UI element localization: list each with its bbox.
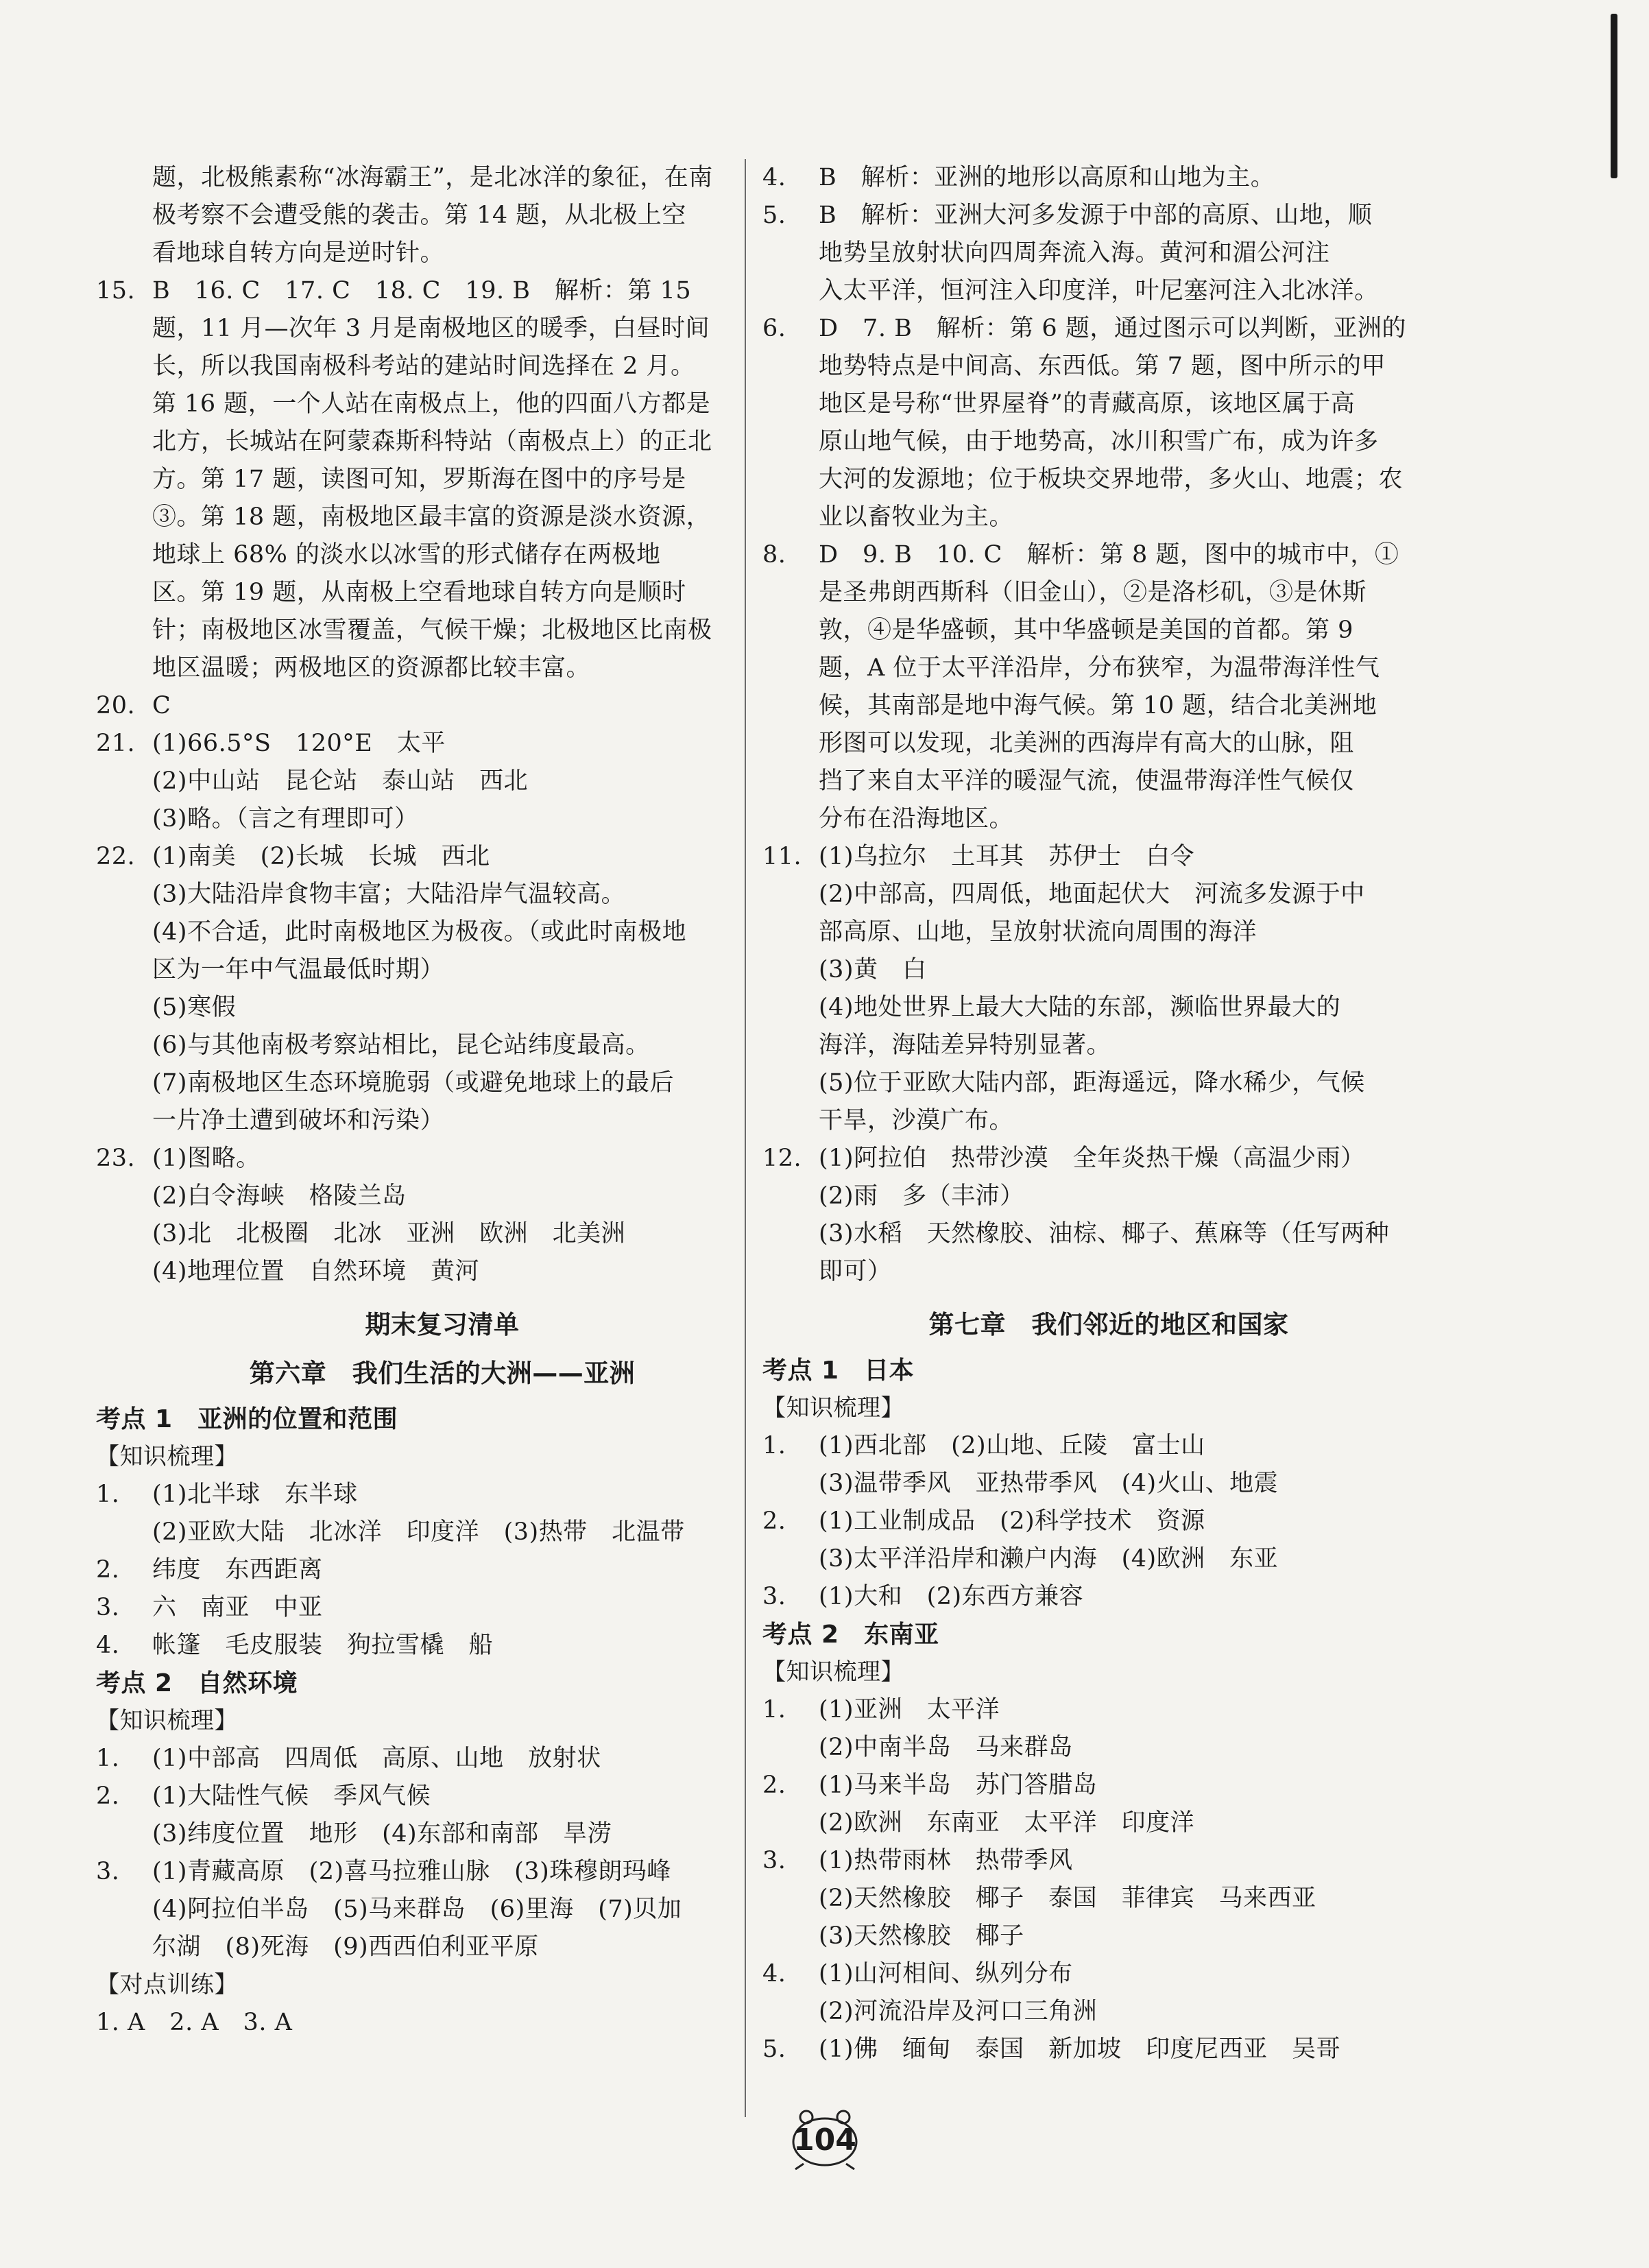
question-number: 21. bbox=[96, 730, 136, 757]
answer-line bbox=[96, 1589, 789, 1627]
question-number: 5. bbox=[762, 202, 786, 229]
answer-line bbox=[762, 1767, 1455, 1804]
answer-text: (2)中部高，四周低，地面起伏大 河流多发源于中 bbox=[819, 881, 1365, 908]
answer-text: 一片净土遭到破坏和污染） bbox=[152, 1107, 445, 1134]
answer-line bbox=[762, 725, 1455, 763]
answer-line bbox=[762, 1993, 1455, 2031]
question-number: 3. bbox=[762, 1583, 786, 1610]
answer-text: 六 南亚 中亚 bbox=[152, 1594, 323, 1621]
question-number: 6. bbox=[762, 315, 786, 342]
answer-line bbox=[762, 876, 1455, 914]
training-tag: 【对点训练】 bbox=[96, 1971, 238, 1998]
question-number: 8. bbox=[762, 541, 786, 569]
answer-text: (1)大陆性气候 季风气候 bbox=[152, 1782, 431, 1810]
right-column bbox=[762, 159, 1455, 2068]
answer-line bbox=[762, 1842, 1455, 1880]
answer-line bbox=[96, 1215, 789, 1253]
answer-line bbox=[96, 1929, 789, 1966]
left-answer-lines bbox=[96, 159, 789, 1291]
answer-text: (1)亚洲 太平洋 bbox=[819, 1696, 1000, 1723]
answer-line bbox=[96, 612, 789, 649]
answer-line bbox=[762, 235, 1455, 272]
answer-line bbox=[762, 1465, 1455, 1503]
answer-text: 区。第 19 题，从南极上空看地球自转方向是顺时 bbox=[152, 579, 686, 606]
answer-text: (4)地处世界上最大大陆的东部，濒临世界最大的 bbox=[819, 994, 1341, 1021]
answer-text: 极考察不会遭受熊的袭击。第 14 题，从北极上空 bbox=[152, 202, 686, 229]
question-number: 1. bbox=[762, 1432, 786, 1459]
section-title: 期末复习清单 bbox=[365, 1310, 520, 1339]
knowledge-tag: 【知识梳理】 bbox=[762, 1394, 904, 1422]
answer-text: (1)西北部 (2)山地、丘陵 富士山 bbox=[819, 1432, 1205, 1459]
kp1-lines bbox=[96, 1476, 789, 1664]
answer-text: 针；南极地区冰雪覆盖，气候干燥；北极地区比南极 bbox=[152, 617, 712, 644]
training-answers: 1. A 2. A 3. A bbox=[96, 2009, 293, 2036]
answer-text: (2)亚欧大陆 北冰洋 印度洋 (3)热带 北温带 bbox=[152, 1518, 685, 1546]
answer-line bbox=[762, 574, 1455, 612]
answer-line bbox=[96, 951, 789, 989]
answer-text: 挡了来自太平洋的暖湿气流，使温带海洋性气候仅 bbox=[819, 767, 1355, 795]
answer-line bbox=[96, 1178, 789, 1215]
answer-line bbox=[96, 1476, 789, 1514]
question-number: 1. bbox=[96, 1745, 120, 1772]
answer-line bbox=[762, 612, 1455, 649]
answer-line bbox=[762, 1955, 1455, 1993]
answer-text: (1)南美 (2)长城 长城 西北 bbox=[152, 843, 490, 870]
answer-text: (3)太平洋沿岸和濑户内海 (4)欧洲 东亚 bbox=[819, 1545, 1279, 1573]
question-number: 5. bbox=[762, 2036, 786, 2063]
answer-text: ③。第 18 题，南极地区最丰富的资源是淡水资源， bbox=[152, 503, 711, 531]
answer-text: 地球上 68% 的淡水以冰雪的形式储存在两极地 bbox=[152, 541, 661, 569]
answer-text: (1)中部高 四周低 高原、山地 放射状 bbox=[152, 1745, 601, 1772]
kp2-lines bbox=[96, 1740, 789, 1966]
answer-text: (2)中山站 昆仑站 泰山站 西北 bbox=[152, 767, 529, 795]
answer-line bbox=[762, 1064, 1455, 1102]
answer-text: (1)青藏高原 (2)喜马拉雅山脉 (3)珠穆朗玛峰 bbox=[152, 1858, 671, 1885]
binding-edge-mark bbox=[1611, 14, 1617, 178]
answer-line bbox=[96, 1514, 789, 1551]
answer-text: (5)位于亚欧大陆内部，距海遥远，降水稀少，气候 bbox=[819, 1069, 1365, 1097]
answer-line bbox=[762, 1691, 1455, 1729]
answer-text: (1)马来半岛 苏门答腊岛 bbox=[819, 1771, 1098, 1799]
question-number: 3. bbox=[96, 1858, 120, 1885]
answer-line bbox=[762, 687, 1455, 725]
answer-text: (1)大和 (2)东西方兼容 bbox=[819, 1583, 1084, 1610]
answer-line bbox=[96, 461, 789, 499]
answer-text: 第 16 题，一个人站在南极点上，他的四面八方都是 bbox=[152, 390, 711, 418]
knowledge-tag: 【知识梳理】 bbox=[96, 1707, 238, 1734]
knowledge-tag: 【知识梳理】 bbox=[96, 1443, 238, 1470]
answer-line bbox=[96, 1253, 789, 1291]
answer-text: 入太平洋，恒河注入印度洋，叶尼塞河注入北冰洋。 bbox=[819, 277, 1379, 305]
question-number: 2. bbox=[762, 1507, 786, 1535]
answer-line bbox=[96, 1740, 789, 1778]
question-number: 15. bbox=[96, 277, 136, 305]
question-number: 11. bbox=[762, 843, 802, 870]
left-column bbox=[96, 159, 789, 2042]
question-number: 4. bbox=[762, 1960, 786, 1988]
answer-text: 地势呈放射状向四周奔流入海。黄河和湄公河注 bbox=[819, 239, 1330, 267]
question-number: 2. bbox=[762, 1771, 786, 1799]
answer-text: (2)雨 多（丰沛） bbox=[819, 1182, 1024, 1210]
question-number: 2. bbox=[96, 1782, 120, 1810]
question-number: 23. bbox=[96, 1145, 136, 1172]
answer-text: (3)黄 白 bbox=[819, 956, 927, 983]
page-number: 104 bbox=[793, 2122, 856, 2158]
answer-text: (1)佛 缅甸 泰国 新加坡 印度尼西亚 吴哥 bbox=[819, 2036, 1341, 2063]
answer-text: (3)略。（言之有理即可） bbox=[152, 805, 419, 833]
answer-line bbox=[762, 1140, 1455, 1178]
chapter-6-title: 第六章 我们生活的大洲——亚洲 bbox=[249, 1359, 636, 1388]
question-number: 20. bbox=[96, 692, 136, 719]
page-number-badge bbox=[783, 2109, 867, 2171]
answer-line bbox=[762, 1918, 1455, 1955]
answer-text: (1)阿拉伯 热带沙漠 全年炎热干燥（高温少雨） bbox=[819, 1145, 1365, 1172]
answer-text: C bbox=[152, 692, 171, 719]
answer-line bbox=[96, 310, 789, 348]
answer-line bbox=[96, 1551, 789, 1589]
answer-text: (2)欧洲 东南亚 太平洋 印度洋 bbox=[819, 1809, 1195, 1837]
knowledge-tag: 【知识梳理】 bbox=[762, 1658, 904, 1686]
answer-text: 形图可以发现，北美洲的西海岸有高大的山脉，阻 bbox=[819, 730, 1355, 757]
answer-line bbox=[96, 1140, 789, 1178]
answer-text: 长，所以我国南极科考站的建站时间选择在 2 月。 bbox=[152, 353, 695, 380]
answer-text: (3)纬度位置 地形 (4)东部和南部 旱涝 bbox=[152, 1820, 612, 1848]
question-number: 1. bbox=[96, 1481, 120, 1508]
kp-heading-southeast-asia: 考点 2 东南亚 bbox=[762, 1621, 939, 1649]
kp1-lines bbox=[762, 1427, 1455, 1616]
answer-text: (3)天然橡胶 椰子 bbox=[819, 1922, 1024, 1950]
answer-line bbox=[762, 310, 1455, 348]
answer-line bbox=[96, 763, 789, 800]
answer-line bbox=[96, 1778, 789, 1815]
answer-line bbox=[762, 1178, 1455, 1215]
answer-line bbox=[762, 385, 1455, 423]
answer-line bbox=[96, 423, 789, 461]
answer-text: 地区是号称“世界屋脊”的青藏高原，该地区属于高 bbox=[819, 390, 1356, 418]
answer-text: (4)不合适，此时南极地区为极夜。（或此时南极地 bbox=[152, 918, 687, 946]
answer-text: 帐篷 毛皮服装 狗拉雪橇 船 bbox=[152, 1632, 494, 1659]
answer-text: 地区温暖；两极地区的资源都比较丰富。 bbox=[152, 654, 591, 682]
answer-text: (3)北 北极圈 北冰 亚洲 欧洲 北美洲 bbox=[152, 1220, 626, 1248]
answer-text: 地势特点是中间高、东西低。第 7 题，图中所示的甲 bbox=[819, 353, 1386, 380]
answer-text: (1)山河相间、纵列分布 bbox=[819, 1960, 1073, 1988]
answer-line bbox=[762, 348, 1455, 385]
answer-line bbox=[762, 197, 1455, 235]
answer-line bbox=[96, 574, 789, 612]
answer-line bbox=[762, 763, 1455, 800]
question-number: 3. bbox=[96, 1594, 120, 1621]
answer-line bbox=[96, 687, 789, 725]
answer-line bbox=[762, 1804, 1455, 1842]
answer-text: B 解析：亚洲大河多发源于中部的高原、山地，顺 bbox=[819, 202, 1373, 229]
answer-text: 方。第 17 题，读图可知，罗斯海在图中的序号是 bbox=[152, 466, 686, 493]
answer-line bbox=[762, 1880, 1455, 1918]
answer-text: (1)工业制成品 (2)科学技术 资源 bbox=[819, 1507, 1205, 1535]
answer-line bbox=[96, 159, 789, 197]
answer-line bbox=[762, 461, 1455, 499]
answer-text: 敦，④是华盛顿，其中华盛顿是美国的首都。第 9 bbox=[819, 617, 1353, 644]
answer-text: (7)南极地区生态环境脆弱（或避免地球上的最后 bbox=[152, 1069, 675, 1097]
answer-text: (1)乌拉尔 土耳其 苏伊士 白令 bbox=[819, 843, 1195, 870]
answer-line bbox=[96, 499, 789, 536]
answer-line bbox=[762, 1215, 1455, 1253]
question-number: 4. bbox=[762, 164, 786, 191]
answer-line bbox=[96, 348, 789, 385]
question-number: 1. bbox=[762, 1696, 786, 1723]
answer-text: B 16. C 17. C 18. C 19. B 解析：第 15 bbox=[152, 277, 692, 305]
answer-line bbox=[762, 1253, 1455, 1291]
answer-text: (6)与其他南极考察站相比，昆仑站纬度最高。 bbox=[152, 1031, 650, 1059]
answer-line bbox=[762, 159, 1455, 197]
answer-text: (2)中南半岛 马来群岛 bbox=[819, 1734, 1073, 1761]
answer-line bbox=[96, 197, 789, 235]
answer-text: 大河的发源地；位于板块交界地带，多火山、地震；农 bbox=[819, 466, 1404, 493]
question-number: 3. bbox=[762, 1847, 786, 1874]
answer-line bbox=[762, 1503, 1455, 1540]
answer-text: 题，11 月—次年 3 月是南极地区的暖季，白昼时间 bbox=[152, 315, 710, 342]
answer-text: (3)温带季风 亚热带季风 (4)火山、地震 bbox=[819, 1470, 1279, 1497]
answer-text: (4)地理位置 自然环境 黄河 bbox=[152, 1258, 480, 1285]
answer-line bbox=[96, 235, 789, 272]
kp-heading-asia-location: 考点 1 亚洲的位置和范围 bbox=[96, 1405, 398, 1433]
answer-line bbox=[96, 914, 789, 951]
answer-text: D 9. B 10. C 解析：第 8 题，图中的城市中，① bbox=[819, 541, 1399, 569]
answer-text: 题，北极熊素称“冰海霸王”，是北冰洋的象征，在南 bbox=[152, 164, 713, 191]
answer-text: (5)寒假 bbox=[152, 994, 237, 1021]
answer-line bbox=[96, 649, 789, 687]
answer-line bbox=[96, 838, 789, 876]
answer-text: (1)66.5°S 120°E 太平 bbox=[152, 730, 446, 757]
answer-line bbox=[762, 423, 1455, 461]
answer-text: 区为一年中气温最低时期） bbox=[152, 956, 445, 983]
answer-line bbox=[762, 800, 1455, 838]
answer-line bbox=[96, 272, 789, 310]
answer-text: 题，A 位于太平洋沿岸，分布狭窄，为温带海洋性气 bbox=[819, 654, 1380, 682]
answer-line bbox=[762, 536, 1455, 574]
answer-line bbox=[762, 914, 1455, 951]
answer-line bbox=[96, 385, 789, 423]
answer-text: 尔湖 (8)死海 (9)西西伯利亚平原 bbox=[152, 1933, 539, 1961]
answer-text: 分布在沿海地区。 bbox=[819, 805, 1014, 833]
answer-line bbox=[96, 1064, 789, 1102]
answer-text: 海洋，海陆差异特别显著。 bbox=[819, 1031, 1111, 1059]
answer-line bbox=[96, 1102, 789, 1140]
answer-text: 业以畜牧业为主。 bbox=[819, 503, 1014, 531]
answer-text: (1)图略。 bbox=[152, 1145, 261, 1172]
answer-text: 北方，长城站在阿蒙森斯科特站（南极点上）的正北 bbox=[152, 428, 712, 455]
chapter-7-title: 第七章 我们邻近的地区和国家 bbox=[928, 1310, 1289, 1339]
answer-line bbox=[96, 725, 789, 763]
answer-line bbox=[762, 1027, 1455, 1064]
kp2-lines bbox=[762, 1691, 1455, 2068]
answer-line bbox=[96, 1627, 789, 1664]
answer-line bbox=[96, 876, 789, 914]
answer-text: (1)热带雨林 热带季风 bbox=[819, 1847, 1073, 1874]
answer-text: (2)河流沿岸及河口三角洲 bbox=[819, 1998, 1098, 2025]
question-number: 12. bbox=[762, 1145, 802, 1172]
answer-line bbox=[762, 499, 1455, 536]
answer-line bbox=[762, 1540, 1455, 1578]
answer-text: 干旱，沙漠广布。 bbox=[819, 1107, 1014, 1134]
kp-heading-japan: 考点 1 日本 bbox=[762, 1357, 915, 1385]
column-divider bbox=[745, 159, 746, 2117]
answer-text: 看地球自转方向是逆时针。 bbox=[152, 239, 445, 267]
answer-line bbox=[762, 272, 1455, 310]
answer-line bbox=[96, 1027, 789, 1064]
answer-line bbox=[762, 1729, 1455, 1767]
answer-line bbox=[762, 1102, 1455, 1140]
answer-line bbox=[762, 989, 1455, 1027]
answer-text: D 7. B 解析：第 6 题，通过图示可以判断，亚洲的 bbox=[819, 315, 1406, 342]
answer-text: (1)北半球 东半球 bbox=[152, 1481, 358, 1508]
answer-line bbox=[762, 951, 1455, 989]
answer-text: (3)大陆沿岸食物丰富；大陆沿岸气温较高。 bbox=[152, 881, 626, 908]
answer-line bbox=[762, 838, 1455, 876]
kp-heading-natural-env: 考点 2 自然环境 bbox=[96, 1669, 298, 1697]
answer-line bbox=[762, 2031, 1455, 2068]
answer-text: 候，其南部是地中海气候。第 10 题，结合北美洲地 bbox=[819, 692, 1377, 719]
answer-text: 纬度 东西距离 bbox=[152, 1556, 323, 1584]
answer-line bbox=[762, 1427, 1455, 1465]
answer-line bbox=[96, 1891, 789, 1929]
answer-line bbox=[96, 1853, 789, 1891]
question-number: 4. bbox=[96, 1632, 120, 1659]
answer-line bbox=[96, 800, 789, 838]
answer-text: (2)天然橡胶 椰子 泰国 菲律宾 马来西亚 bbox=[819, 1885, 1316, 1912]
right-answer-lines bbox=[762, 159, 1455, 1291]
answer-text: B 解析：亚洲的地形以高原和山地为主。 bbox=[819, 164, 1275, 191]
answer-text: 部高原、山地，呈放射状流向周围的海洋 bbox=[819, 918, 1257, 946]
answer-text: 即可） bbox=[819, 1258, 892, 1285]
answer-text: (2)白令海峡 格陵兰岛 bbox=[152, 1182, 407, 1210]
answer-text: 是圣弗朗西斯科（旧金山），②是洛杉矶，③是休斯 bbox=[819, 579, 1367, 606]
answer-line bbox=[96, 989, 789, 1027]
question-number: 22. bbox=[96, 843, 136, 870]
answer-line bbox=[762, 649, 1455, 687]
answer-line bbox=[762, 1578, 1455, 1616]
answer-line bbox=[96, 1815, 789, 1853]
question-number: 2. bbox=[96, 1556, 120, 1584]
answer-text: 原山地气候，由于地势高，冰川积雪广布，成为许多 bbox=[819, 428, 1379, 455]
answer-text: (4)阿拉伯半岛 (5)马来群岛 (6)里海 (7)贝加 bbox=[152, 1896, 682, 1923]
answer-text: (3)水稻 天然橡胶、油棕、椰子、蕉麻等（任写两种 bbox=[819, 1220, 1390, 1248]
answer-line bbox=[96, 536, 789, 574]
